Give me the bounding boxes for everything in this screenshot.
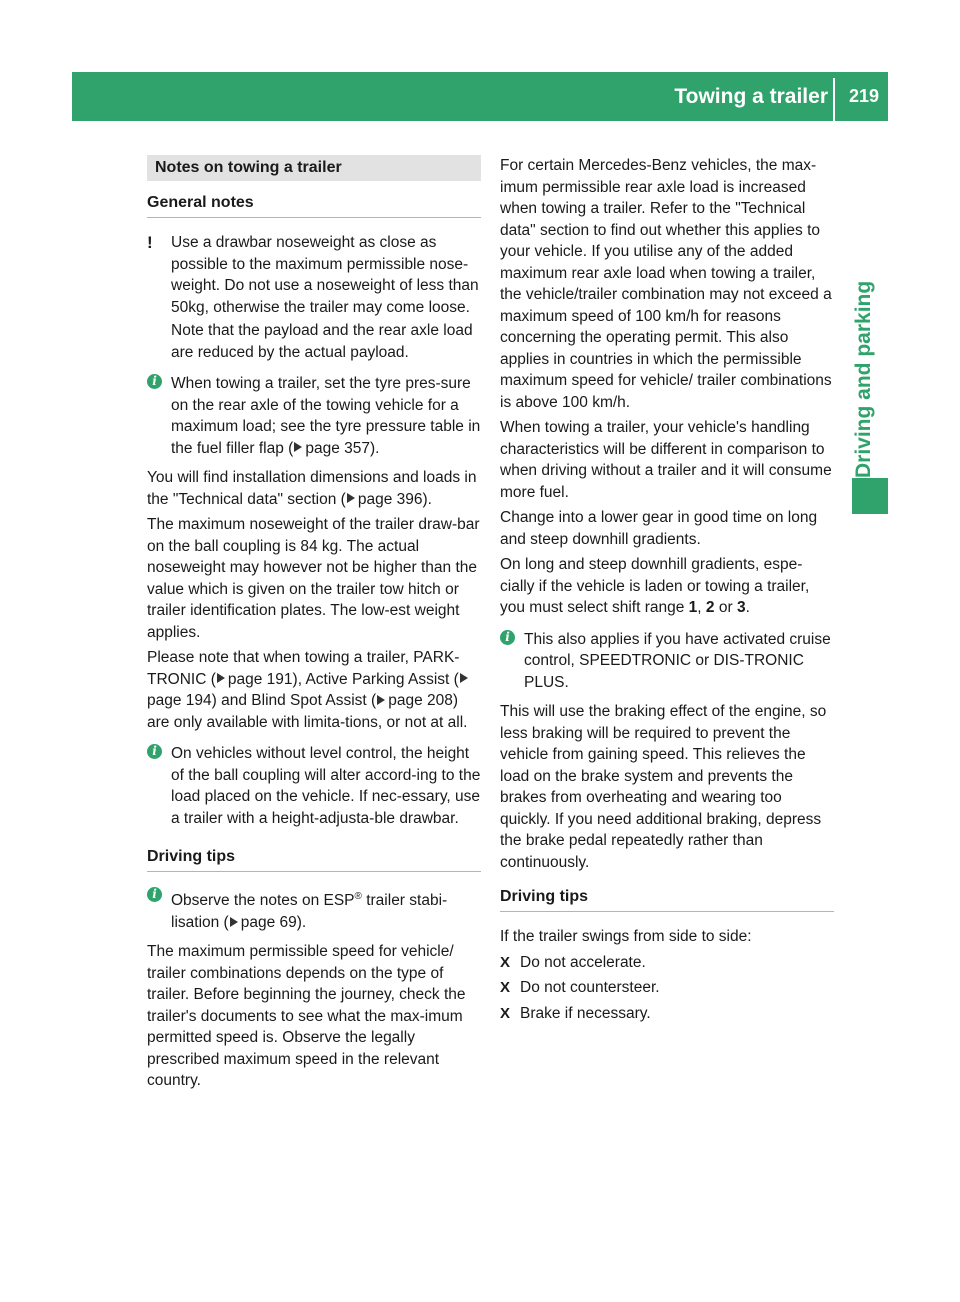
page-title: Towing a trailer [674,85,828,108]
paragraph: The maximum noseweight of the trailer draw-bar on the ball coupling is 84 kg. The actual noseweight may however not be higher than the value which is given on the trailer tow hitch or trailer identification plates. The low-est weight applies. [147,516,480,641]
paragraph: The maximum permissible speed for vehicle/ trailer combinations depends on the type of trailer. Before beginning the journey, check the trailer's documents to see what the max-imum permitted speed is. Observe the legally prescribed maximum speed in the relevant country. [147,943,466,1090]
page-reference-link[interactable]: page 208) are only available with limita-tions, or not at all. [147,692,468,731]
info-note-cruise [500,629,834,694]
section-banner: Notes on towing a trailer [147,155,481,181]
driving-tips-heading: Driving tips [147,845,481,872]
page-reference-arrow-icon [347,493,355,503]
paragraph: When towing a trailer, your vehicle's handling characteristics will be different in comparison to when driving without a trailer and it will consume more fuel. [500,419,832,501]
header-divider [833,78,835,121]
page-reference-arrow-icon [460,673,468,683]
page-reference-link[interactable]: page 396). [357,490,432,508]
info-note-level-control [147,743,481,829]
info-text: Observe the notes on ESP® trailer stabi-lisation ( page 69). [171,891,448,931]
paragraph: You will find installation dimensions and loads in the "Technical data" section ( page 396). [147,469,477,508]
page-number: 219 [848,86,880,106]
info-text: This also applies if you have activated cruise control, SPEEDTRONIC or DIS-TRONIC PLUS. [524,630,831,691]
info-icon: i [147,887,162,902]
step-arrow-icon: X [500,953,511,971]
warning-text-2: Note that the payload and the rear axle load are reduced by the actual payload. [171,322,473,361]
section-tab-marker [852,478,888,514]
step-arrow-icon: X [500,979,511,996]
paragraph: On long and steep downhill gradients, espe-cially if the vehicle is laden or towing a trailer, you must select shift range 1, 2 or 3. [500,556,810,616]
paragraph: If the trailer swings from side to side: [500,928,752,945]
paragraph: This will use the braking effect of the engine, so less braking will be required to prevent the vehicle from gaining speed. This relieves the load on the brake system and prevents the brakes from overheating and wearing too quickly. If you need additional braking, depress the brake pedal repeatedly rather than continuously. [500,703,827,871]
general-notes-heading: General notes [147,191,481,218]
page-reference-arrow-icon [217,673,225,683]
left-column [147,155,481,1096]
page-reference-arrow-icon [294,442,302,452]
paragraph: Change into a lower gear in good time on long and steep downhill gradients. [500,509,818,548]
paragraph: Please note that when towing a trailer, PARK-TRONIC ( page 191), Active Parking Assist (page 194) and Blind Spot Assist ( page 208) are only available with limita-tions, or not at all. [147,649,468,731]
page-reference-link[interactable]: page 194) and Blind Spot Assist ( [147,692,377,709]
info-icon: i [147,374,162,389]
driving-tips-heading: Driving tips [500,885,834,912]
page-reference-arrow-icon [230,917,238,927]
warning-icon: ! [147,233,153,252]
info-icon: i [500,630,515,645]
warning-text: Use a drawbar noseweight as close as possible to the maximum permissible nose-weight. Do not use a noseweight of less than 50kg, otherwise the trailer may come loose. [171,234,479,316]
list-item: X Brake if necessary. [500,1003,834,1025]
page-reference-link[interactable]: page 191), Active Parking Assist ( [227,670,459,688]
section-tab-label: Driving and parking [852,280,875,478]
info-icon: i [147,744,162,759]
info-text: On vehicles without level control, the height of the ball coupling will alter accord-ing to the load placed on the vehicle. If nec-essary, use a trailer with a height-adjusta-ble drawbar. [171,745,481,827]
step-arrow-icon: X [500,1004,511,1022]
page-reference-link[interactable]: page 357). [305,439,380,457]
page-reference-arrow-icon [377,695,385,705]
info-note-esp [147,886,481,933]
info-text: When towing a trailer, set the tyre pres-sure on the rear axle of the towing vehicle for a maximum load; see the tyre pressure table in the fuel filler flap ( page 357). [171,375,481,457]
warning-note [147,232,481,363]
list-item: X Do not countersteer. [500,977,834,999]
info-note-tyre [147,373,481,459]
page-reference-link[interactable]: page 69). [240,913,307,931]
list-item: X Do not accelerate. [500,952,834,974]
right-column [500,155,834,1028]
paragraph: For certain Mercedes-Benz vehicles, the max-imum permissible rear axle load is increased when towing a trailer. Refer to the "Technical data" section to find out whether this applies to your vehicle. If you utilise any of the added maximum rear axle load when towing a trailer, the vehicle/trailer combination may not exceed a maximum speed of 100 km/h for reasons concerning the operating permit. This also applies in countries in which the permissible maximum speed for vehicle/ trailer combinations is above 100 km/h. [500,157,832,411]
